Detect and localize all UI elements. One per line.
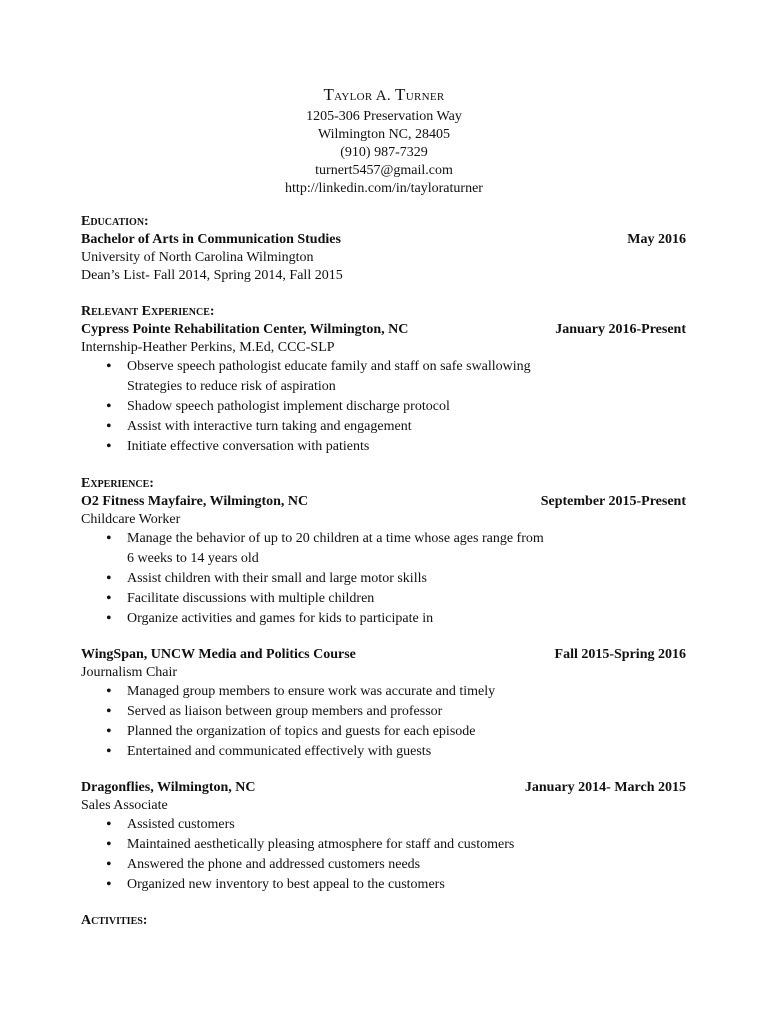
job-role: Internship-Heather Perkins, M.Ed, CCC-SLP — [81, 340, 335, 355]
list-item: • Assist children with their small and large motor skills — [127, 569, 686, 589]
list-item: • Assisted customers — [127, 815, 686, 835]
job-role: Childcare Worker — [81, 512, 181, 527]
activities-heading: Activities: — [81, 913, 148, 928]
list-item: • Planned the organization of topics and guests for each episode — [127, 722, 686, 742]
linkedin-url: http://linkedin.com/in/tayloraturner — [285, 181, 483, 196]
address-line-2: Wilmington NC, 28405 — [317, 127, 451, 142]
list-item: • Assist with interactive turn taking and engagement — [127, 417, 686, 437]
list-item: • Facilitate discussions with multiple children — [127, 589, 686, 609]
list-item: • Organized new inventory to best appeal to the customers — [127, 875, 686, 895]
job-org: O2 Fitness Mayfaire, Wilmington, NC — [81, 494, 309, 509]
name-first-initial: T — [323, 85, 335, 104]
list-item: • Observe speech pathologist educate family and staff on safe swallowing Strategies to reduce risk of aspiration — [127, 357, 686, 397]
name-last-rest: urner — [405, 88, 445, 104]
job-role: Journalism Chair — [81, 665, 178, 680]
job-bullet-list — [81, 815, 686, 895]
list-item: • Managed group members to ensure work was accurate and timely — [127, 682, 686, 702]
name-middle: A. — [375, 88, 391, 104]
email-address: turnert5457@gmail.com — [315, 163, 453, 178]
name-first-rest: aylor — [334, 88, 373, 104]
list-item: • Maintained aesthetically pleasing atmosphere for staff and customers — [127, 835, 686, 855]
degree-title: Bachelor of Arts in Communication Studies — [81, 232, 341, 247]
degree-date: May 2016 — [627, 232, 686, 247]
job-entry-head — [81, 493, 686, 511]
job-date: September 2015-Present — [540, 494, 686, 509]
list-item: • Organize activities and games for kids to participate in — [127, 609, 686, 629]
school-name: University of North Carolina Wilmington — [81, 250, 314, 265]
address-line-1: 1205-306 Preservation Way — [306, 109, 462, 124]
resume-body — [81, 213, 686, 930]
list-item: • Initiate effective conversation with patients — [127, 437, 686, 457]
resume-header — [0, 86, 768, 198]
job-date: January 2016-Present — [555, 322, 686, 337]
job-entry-head — [81, 321, 686, 339]
job-org: WingSpan, UNCW Media and Politics Course — [81, 647, 356, 662]
list-item: • Entertained and communicated effectively with guests — [127, 742, 686, 762]
candidate-name — [0, 86, 768, 105]
name-last-initial: T — [395, 85, 406, 104]
list-item: • Manage the behavior of up to 20 children at a time whose ages range from 6 weeks to 14 years old — [127, 529, 686, 569]
job-bullet-list — [81, 682, 686, 762]
phone-number: (910) 987-7329 — [340, 145, 428, 160]
job-org: Cypress Pointe Rehabilitation Center, Wilmington, NC — [81, 322, 409, 337]
job-role: Sales Associate — [81, 798, 168, 813]
experience-heading: Experience: — [81, 476, 154, 491]
list-item: • Shadow speech pathologist implement discharge protocol — [127, 397, 686, 417]
job-org: Dragonflies, Wilmington, NC — [81, 780, 256, 795]
job-date: January 2014- March 2015 — [524, 780, 686, 795]
education-heading: Education: — [81, 214, 149, 229]
list-item: • Served as liaison between group members and professor — [127, 702, 686, 722]
job-entry-head — [81, 779, 686, 797]
job-entry-head — [81, 646, 686, 664]
relevant-experience-heading: Relevant Experience: — [81, 304, 215, 319]
education-entry-head — [81, 231, 686, 249]
job-bullet-list — [81, 529, 686, 629]
job-date: Fall 2015-Spring 2016 — [554, 647, 686, 662]
deans-list: Dean’s List- Fall 2014, Spring 2014, Fall 2015 — [81, 268, 343, 283]
job-bullet-list — [81, 357, 686, 457]
list-item: • Answered the phone and addressed customers needs — [127, 855, 686, 875]
